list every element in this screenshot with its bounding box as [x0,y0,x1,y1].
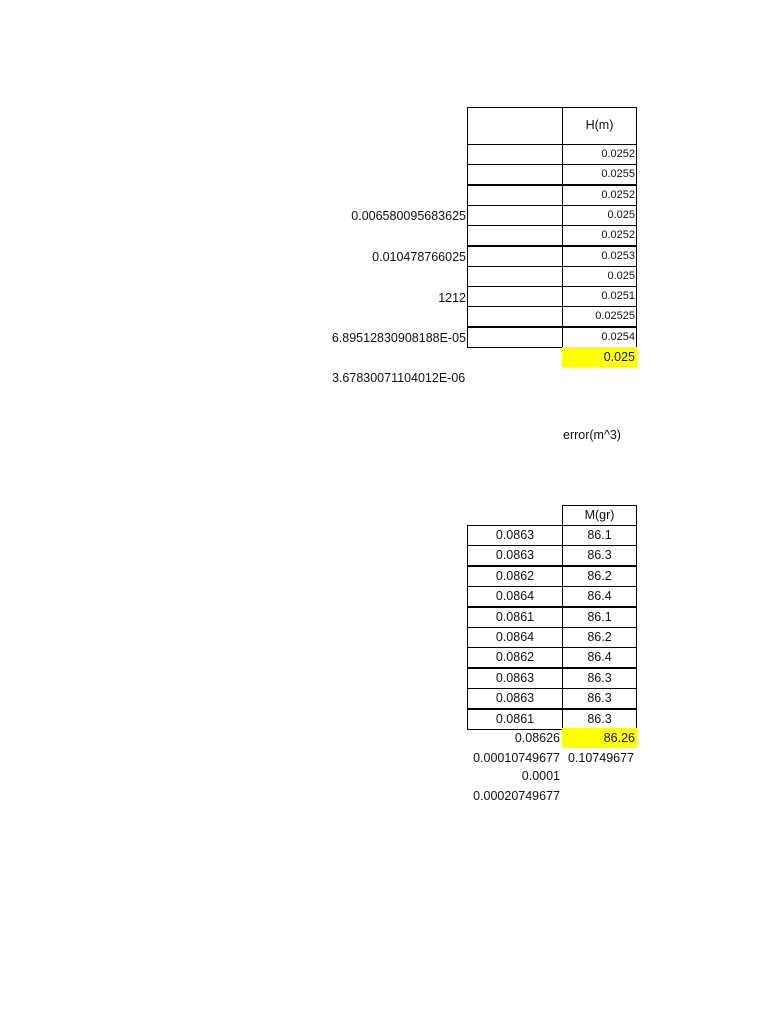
computed-value-4: 6.89512830908188E-05 [331,331,466,345]
m-table-mean: 86.26 [562,728,637,748]
m-table-left-extra-1: 0.00010749677 [473,751,560,765]
computed-value-1: 0.006580095683625 [351,209,466,223]
computed-value-2: 0.010478766025 [372,250,466,264]
m-table-left-extra-3: 0.00020749677 [473,789,560,803]
m-table-left-cell: 0.0863 [467,545,563,566]
error-label: error(m^3) [563,428,621,442]
h-table-value-cell: 0.02525 [562,306,637,327]
h-table-blank-cell [467,286,563,307]
h-table-value-cell: 0.0255 [562,164,637,185]
h-table-blank-cell [467,266,563,287]
m-table-left-extra-2: 0.0001 [521,769,560,783]
h-table-mean: 0.025 [562,347,637,367]
m-table-value-cell: 86.2 [562,627,637,648]
h-table-value-cell: 0.025 [562,205,637,226]
h-table-blank-cell [467,246,563,267]
m-table-right-extra: 0.10749677 [568,751,635,765]
m-table-header: M(gr) [562,505,637,526]
h-table-value-cell: 0.0252 [562,225,637,246]
computed-value-3: 1212 [438,291,466,305]
m-table-left-cell: 0.0864 [467,586,563,607]
computed-value-5: 3.67830071104012E-06 [332,371,466,385]
m-table-left-cell: 0.0862 [467,647,563,668]
h-table-blank-cell [467,185,563,206]
h-table-blank-header [467,107,563,145]
h-table-value-cell: 0.0254 [562,327,637,348]
m-table-value-cell: 86.1 [562,607,637,628]
h-table-value-cell: 0.0252 [562,185,637,206]
h-table-value-cell: 0.0251 [562,286,637,307]
m-table-value-cell: 86.2 [562,566,637,587]
m-table-value-cell: 86.4 [562,586,637,607]
h-table-blank-cell [467,205,563,226]
h-table-blank-cell [467,225,563,246]
m-table-left-cell: 0.0863 [467,668,563,689]
h-table-header: H(m) [562,107,637,145]
m-table-left-cell: 0.0863 [467,525,563,546]
m-table-left-cell: 0.0864 [467,627,563,648]
m-table-left-cell: 0.0861 [467,607,563,628]
m-table-value-cell: 86.3 [562,688,637,709]
h-table-blank-cell [467,327,563,348]
m-table-value-cell: 86.3 [562,668,637,689]
h-table-blank-cell [467,306,563,327]
m-table-value-cell: 86.3 [562,545,637,566]
h-table-value-cell: 0.0252 [562,144,637,165]
m-table-left-cell: 0.0862 [467,566,563,587]
m-table-value-cell: 86.4 [562,647,637,668]
m-table-left-mean: 0.08626 [514,731,560,745]
m-table-left-cell: 0.0863 [467,688,563,709]
h-table-value-cell: 0.025 [562,266,637,287]
m-table-left-cell: 0.0861 [467,709,563,730]
h-table-value-cell: 0.0253 [562,246,637,267]
h-table-blank-cell [467,144,563,165]
m-table-value-cell: 86.1 [562,525,637,546]
m-table-value-cell: 86.3 [562,709,637,730]
h-table-blank-cell [467,164,563,185]
